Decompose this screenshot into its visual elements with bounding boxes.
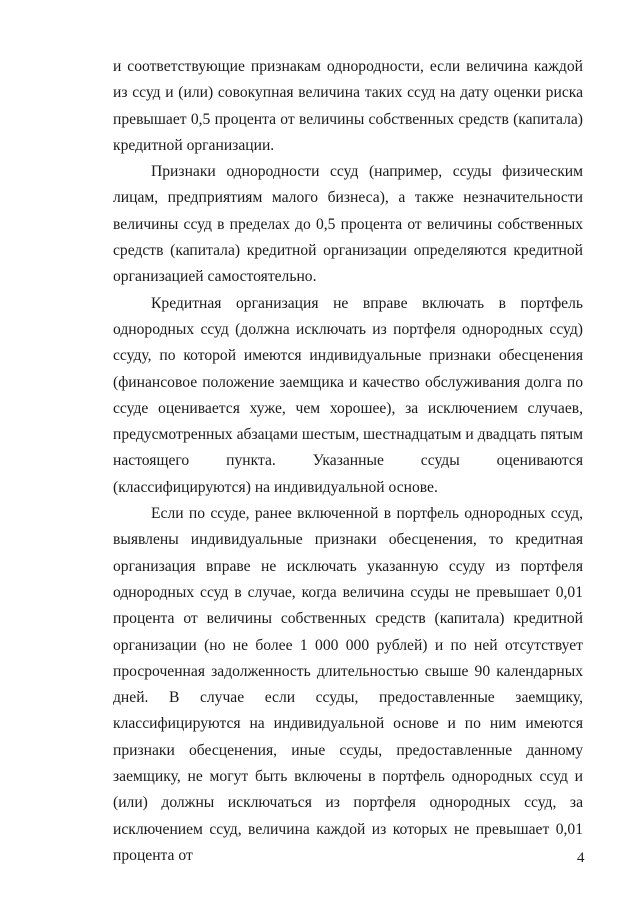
paragraph-homogeneity-criteria: Признаки однородности ссуд (например, ссуды физическим лицам, предприятиям малого бизнеса), а также незначительности величины ссуд в пределах до 0,5 процента от величины собственных средств (капитала) кредитной организации определяются кредитной организацией самостоятельно. <box>113 163 583 286</box>
page-number: 4 <box>577 850 585 866</box>
document-body <box>113 54 583 869</box>
paragraph-continuation: и соответствующие признакам однородности, если величина каждой из ссуд и (или) совокупная величина таких ссуд на дату оценки риска превышает 0,5 процента от величины собственных средств (капитала) кредитной организации. <box>113 58 583 154</box>
paragraph-portfolio-exclusion: Кредитная организация не вправе включать в портфель однородных ссуд (должна исключать из портфеля однородных ссуд) ссуду, по которой имеются индивидуальные признаки обесценения (финансовое положение заемщика и качество обслуживания долга по ссуде оценивается хуже, чем хорошее), за исключением случаев, предусмотренных абзацами шестым, шестнадцатым и двадцать пятым настоящего пункта. Указанные ссуды оцениваются (классифицируются) на индивидуальной основе. <box>113 294 583 496</box>
paragraph-impairment-exception: Если по ссуде, ранее включенной в портфель однородных ссуд, выявлены индивидуальные признаки обесценения, то кредитная организация вправе не исключать указанную ссуду из портфеля однородных ссуд в случае, когда величина ссуды не превышает 0,01 процента от величины собственных средств (капитала) кредитной организации (но не более 1 000 000 рублей) и по ней отсутствует просроченная задолженность длительностью свыше 90 календарных дней. В случае если ссуды, предоставленные заемщику, классифицируются на индивидуальной основе и по ним имеются признаки обесценения, иные ссуды, предоставленные данному заемщику, не могут быть включены в портфель однородных ссуд и (или) должны исключаться из портфеля однородных ссуд, за исключением ссуд, величина каждой из которых не превышает 0,01 процента от <box>113 505 583 864</box>
